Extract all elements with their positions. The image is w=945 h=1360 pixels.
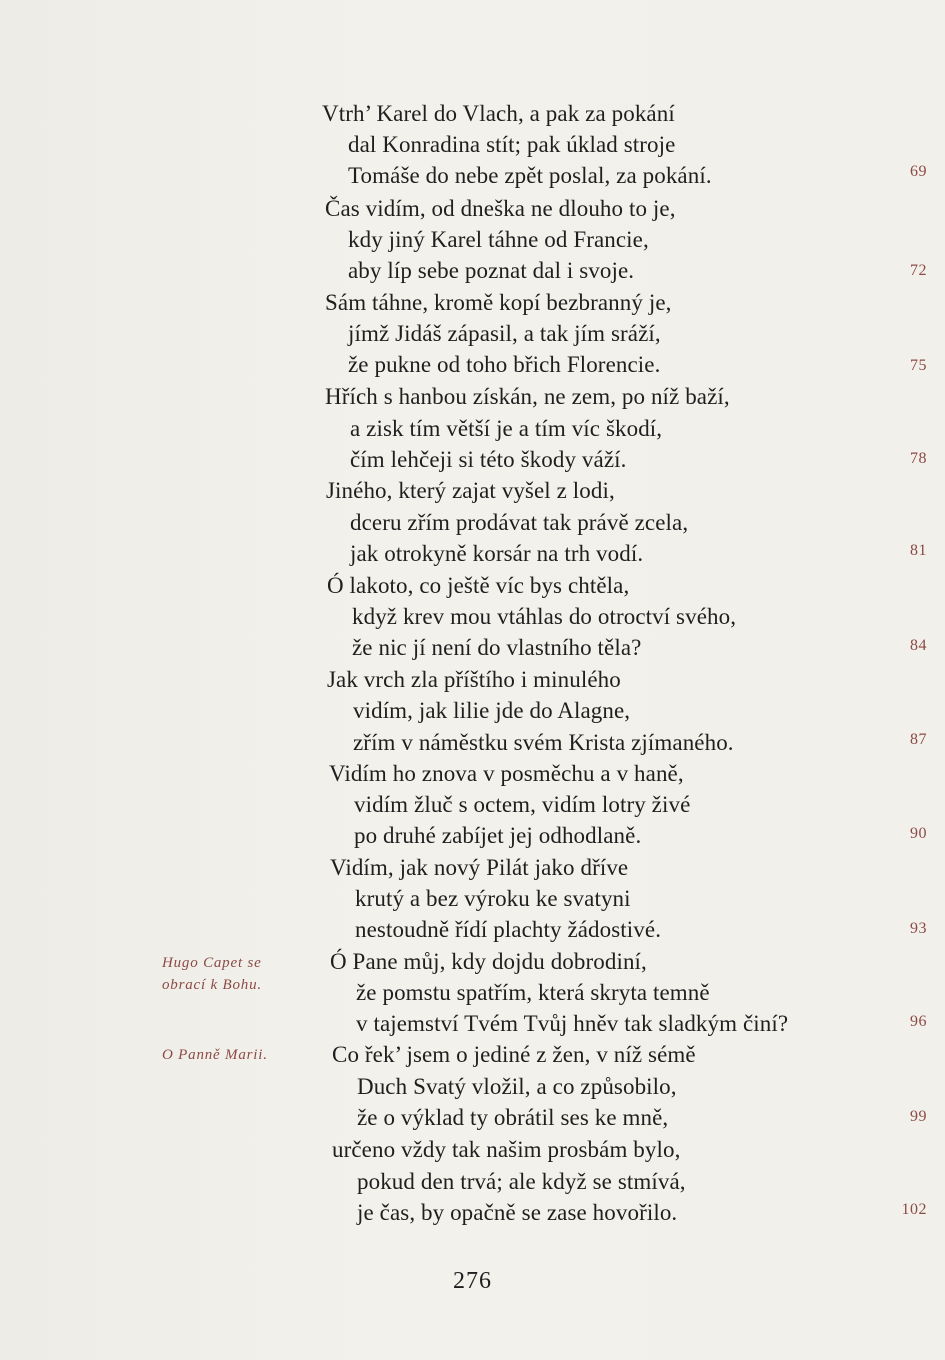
- verse-line: že pomstu spatřím, která skryta temně: [356, 980, 710, 1005]
- verse-line: když krev mou vtáhlas do otroctví svého,: [352, 604, 737, 629]
- verse-line: Vidím ho znova v posměchu a v haně,: [329, 761, 684, 786]
- verse-number: 99: [910, 1108, 927, 1125]
- verse-number: 75: [910, 357, 927, 374]
- verse-line: Ó lakoto, co ještě víc bys chtěla,: [327, 573, 630, 598]
- verse-line: krutý a bez výroku ke svatyni: [355, 886, 631, 911]
- verse-line: jímž Jidáš zápasil, a tak jím sráží,: [348, 321, 661, 346]
- verse-line: aby líp sebe poznat dal i svoje.: [348, 258, 635, 283]
- verse-line: čím lehčeji si této škody váží.: [350, 447, 627, 472]
- verse-line: Ó Pane můj, kdy dojdu dobrodiní,: [330, 949, 647, 974]
- verse-number: 81: [910, 542, 927, 559]
- verse-number: 87: [910, 731, 927, 748]
- verse-number: 96: [910, 1013, 927, 1030]
- verse-line: Hřích s hanbou získán, ne zem, po níž baží,: [325, 384, 730, 409]
- margin-note-panne-marii: O Panně Marii.: [162, 1047, 268, 1063]
- verse-line: že nic jí není do vlastního těla?: [352, 635, 642, 660]
- verse-line: dal Konradina stít; pak úklad stroje: [348, 132, 676, 157]
- page-number: 276: [453, 1268, 492, 1294]
- verse-line: po druhé zabíjet jej odhodlaně.: [354, 823, 642, 848]
- verse-line: dceru zřím prodávat tak právě zcela,: [350, 510, 689, 535]
- verse-line: vidím žluč s octem, vidím lotry živé: [354, 792, 691, 817]
- verse-number: 69: [910, 163, 927, 180]
- verse-number: 84: [910, 637, 927, 654]
- margin-note-hugo-capet: Hugo Capet se: [162, 955, 262, 971]
- verse-line: Co řek’ jsem o jediné z žen, v níž sémě: [332, 1042, 696, 1067]
- verse-line: určeno vždy tak našim prosbám bylo,: [332, 1137, 681, 1162]
- verse-line: Sám táhne, kromě kopí bezbranný je,: [325, 290, 672, 315]
- verse-number: 102: [901, 1201, 927, 1218]
- verse-number: 93: [910, 920, 927, 937]
- verse-number: 78: [910, 450, 927, 467]
- verse-line: Jiného, který zajat vyšel z lodi,: [326, 478, 615, 503]
- verse-line: kdy jiný Karel táhne od Francie,: [348, 227, 649, 252]
- verse-line: vidím, jak lilie jde do Alagne,: [353, 698, 631, 723]
- verse-number: 90: [910, 825, 927, 842]
- verse-line: pokud den trvá; ale když se stmívá,: [357, 1169, 686, 1194]
- verse-line: Tomáše do nebe zpět poslal, za pokání.: [348, 163, 712, 188]
- verse-line: Duch Svatý vložil, a co způsobilo,: [357, 1074, 677, 1099]
- verse-line: Vtrh’ Karel do Vlach, a pak za pokání: [322, 101, 675, 126]
- margin-note-hugo-capet-cont: obrací k Bohu.: [162, 977, 262, 993]
- verse-line: nestoudně řídí plachty žádostivé.: [355, 917, 662, 942]
- verse-line: v tajemství Tvém Tvůj hněv tak sladkým činí?: [356, 1011, 789, 1036]
- verse-line: že o výklad ty obrátil ses ke mně,: [357, 1105, 669, 1130]
- verse-line: a zisk tím větší je a tím víc škodí,: [350, 416, 663, 441]
- verse-line: Jak vrch zla příštího i minulého: [327, 667, 621, 692]
- verse-line: jak otrokyně korsár na trh vodí.: [350, 541, 644, 566]
- verse-line: zřím v náměstku svém Krista zjímaného.: [353, 730, 734, 755]
- verse-line: je čas, by opačně se zase hovořilo.: [357, 1200, 678, 1225]
- verse-line: že pukne od toho břich Florencie.: [348, 352, 661, 377]
- verse-line: Čas vidím, od dneška ne dlouho to je,: [325, 196, 676, 221]
- verse-line: Vidím, jak nový Pilát jako dříve: [330, 855, 629, 880]
- verse-number: 72: [910, 262, 927, 279]
